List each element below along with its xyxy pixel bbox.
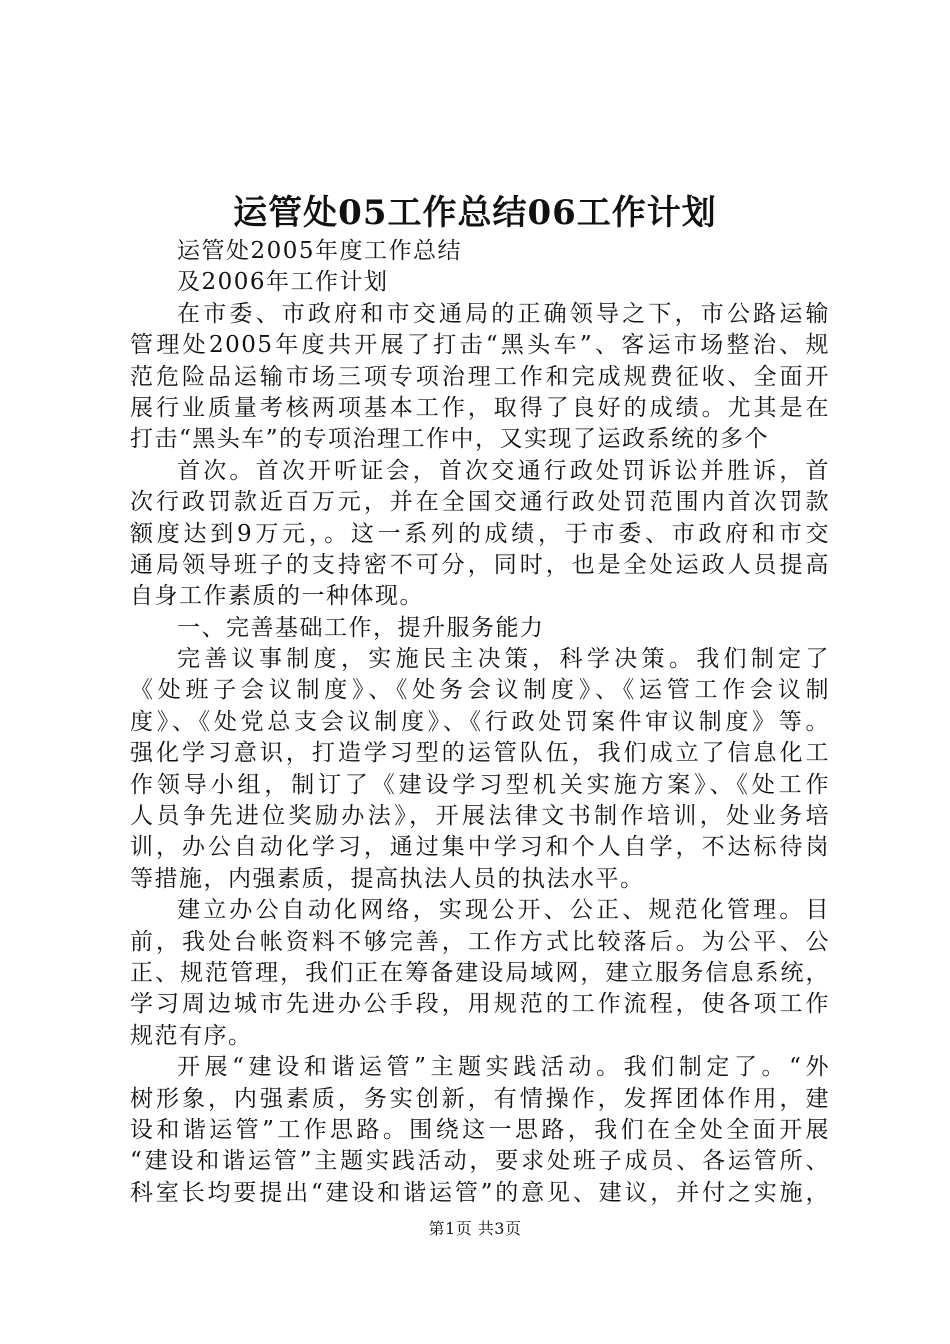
body-line: 等措施，内强素质，提高执法人员的执法水平。 [130, 865, 645, 892]
body-line: 次行政罚款近百万元，并在全国交通行政处罚范围内首次罚款 [130, 489, 830, 516]
body-line: 作领导小组，制订了《建设学习型机关实施方案》、《处工作 [130, 771, 830, 798]
body-line: 正、规范管理，我们正在筹备建设局域网，建立服务信息系统， [130, 959, 830, 986]
page-footer: 第1页 共3页 [428, 1219, 522, 1238]
body-line: 通局领导班子的支持密不可分，同时，也是全处运政人员提高 [130, 551, 830, 578]
body-line: 开展“建设和谐运管”主题实践活动。我们制定了。“外 [177, 1054, 830, 1081]
body-line: 管理处2005年度共开展了打击“黑头车”、客运市场整治、规 [130, 332, 830, 359]
body-line: 强化学习意识，打造学习型的运管队伍，我们成立了信息化工 [130, 740, 830, 767]
body-line: 学习周边城市先进办公手段，用规范的工作流程，使各项工作 [130, 991, 830, 1018]
body-line: 及2006年工作计划 [177, 269, 389, 296]
body-line: 一、完善基础工作，提升服务能力 [177, 614, 545, 641]
document-title: 运管处05工作总结06工作计划 [233, 193, 717, 233]
body-line: 人员争先进位奖励办法》，开展法律文书制作培训，处业务培 [130, 803, 830, 830]
body-line: 科室长均要提出“建设和谐运管”的意见、建议，并付之实施， [130, 1179, 830, 1206]
body-line: 在市委、市政府和市交通局的正确领导之下，市公路运输 [177, 300, 830, 327]
body-line: 前，我处台帐资料不够完善，工作方式比较落后。为公平、公 [130, 928, 830, 955]
body-line: 范危险品运输市场三项专项治理工作和完成规费征收、全面开 [130, 363, 830, 390]
body-line: 自身工作素质的一种体现。 [130, 583, 424, 610]
body-line: 额度达到9万元，。这一系列的成绩，于市委、市政府和市交 [130, 520, 830, 547]
body-line: 打击“黑头车”的专项治理工作中，又实现了运政系统的多个 [130, 426, 770, 453]
document-body [130, 236, 830, 1209]
body-line: 运管处2005年度工作总结 [177, 238, 463, 264]
body-line: 树形象，内强素质，务实创新，有情操作，发挥团体作用，建 [130, 1085, 830, 1112]
body-line: 度》、《处党总支会议制度》、《行政处罚案件审议制度》等。 [130, 708, 830, 735]
body-line: 训，办公自动化学习，通过集中学习和个人自学，不达标待岗 [130, 834, 830, 861]
body-line: 完善议事制度，实施民主决策，科学决策。我们制定了 [177, 646, 830, 673]
body-line: 设和谐运管”工作思路。围绕这一思路，我们在全处全面开展 [130, 1116, 830, 1143]
body-line: “建设和谐运管”主题实践活动，要求处班子成员、各运管所、 [130, 1148, 830, 1175]
body-line: 《处班子会议制度》、《处务会议制度》、《运管工作会议制 [130, 677, 830, 704]
body-line: 展行业质量考核两项基本工作，取得了良好的成绩。尤其是在 [130, 394, 830, 421]
body-line: 建立办公自动化网络，实现公开、公正、规范化管理。目 [177, 897, 830, 924]
body-line: 首次。首次开听证会，首次交通行政处罚诉讼并胜诉，首 [177, 457, 830, 484]
body-line: 规范有序。 [130, 1022, 253, 1049]
